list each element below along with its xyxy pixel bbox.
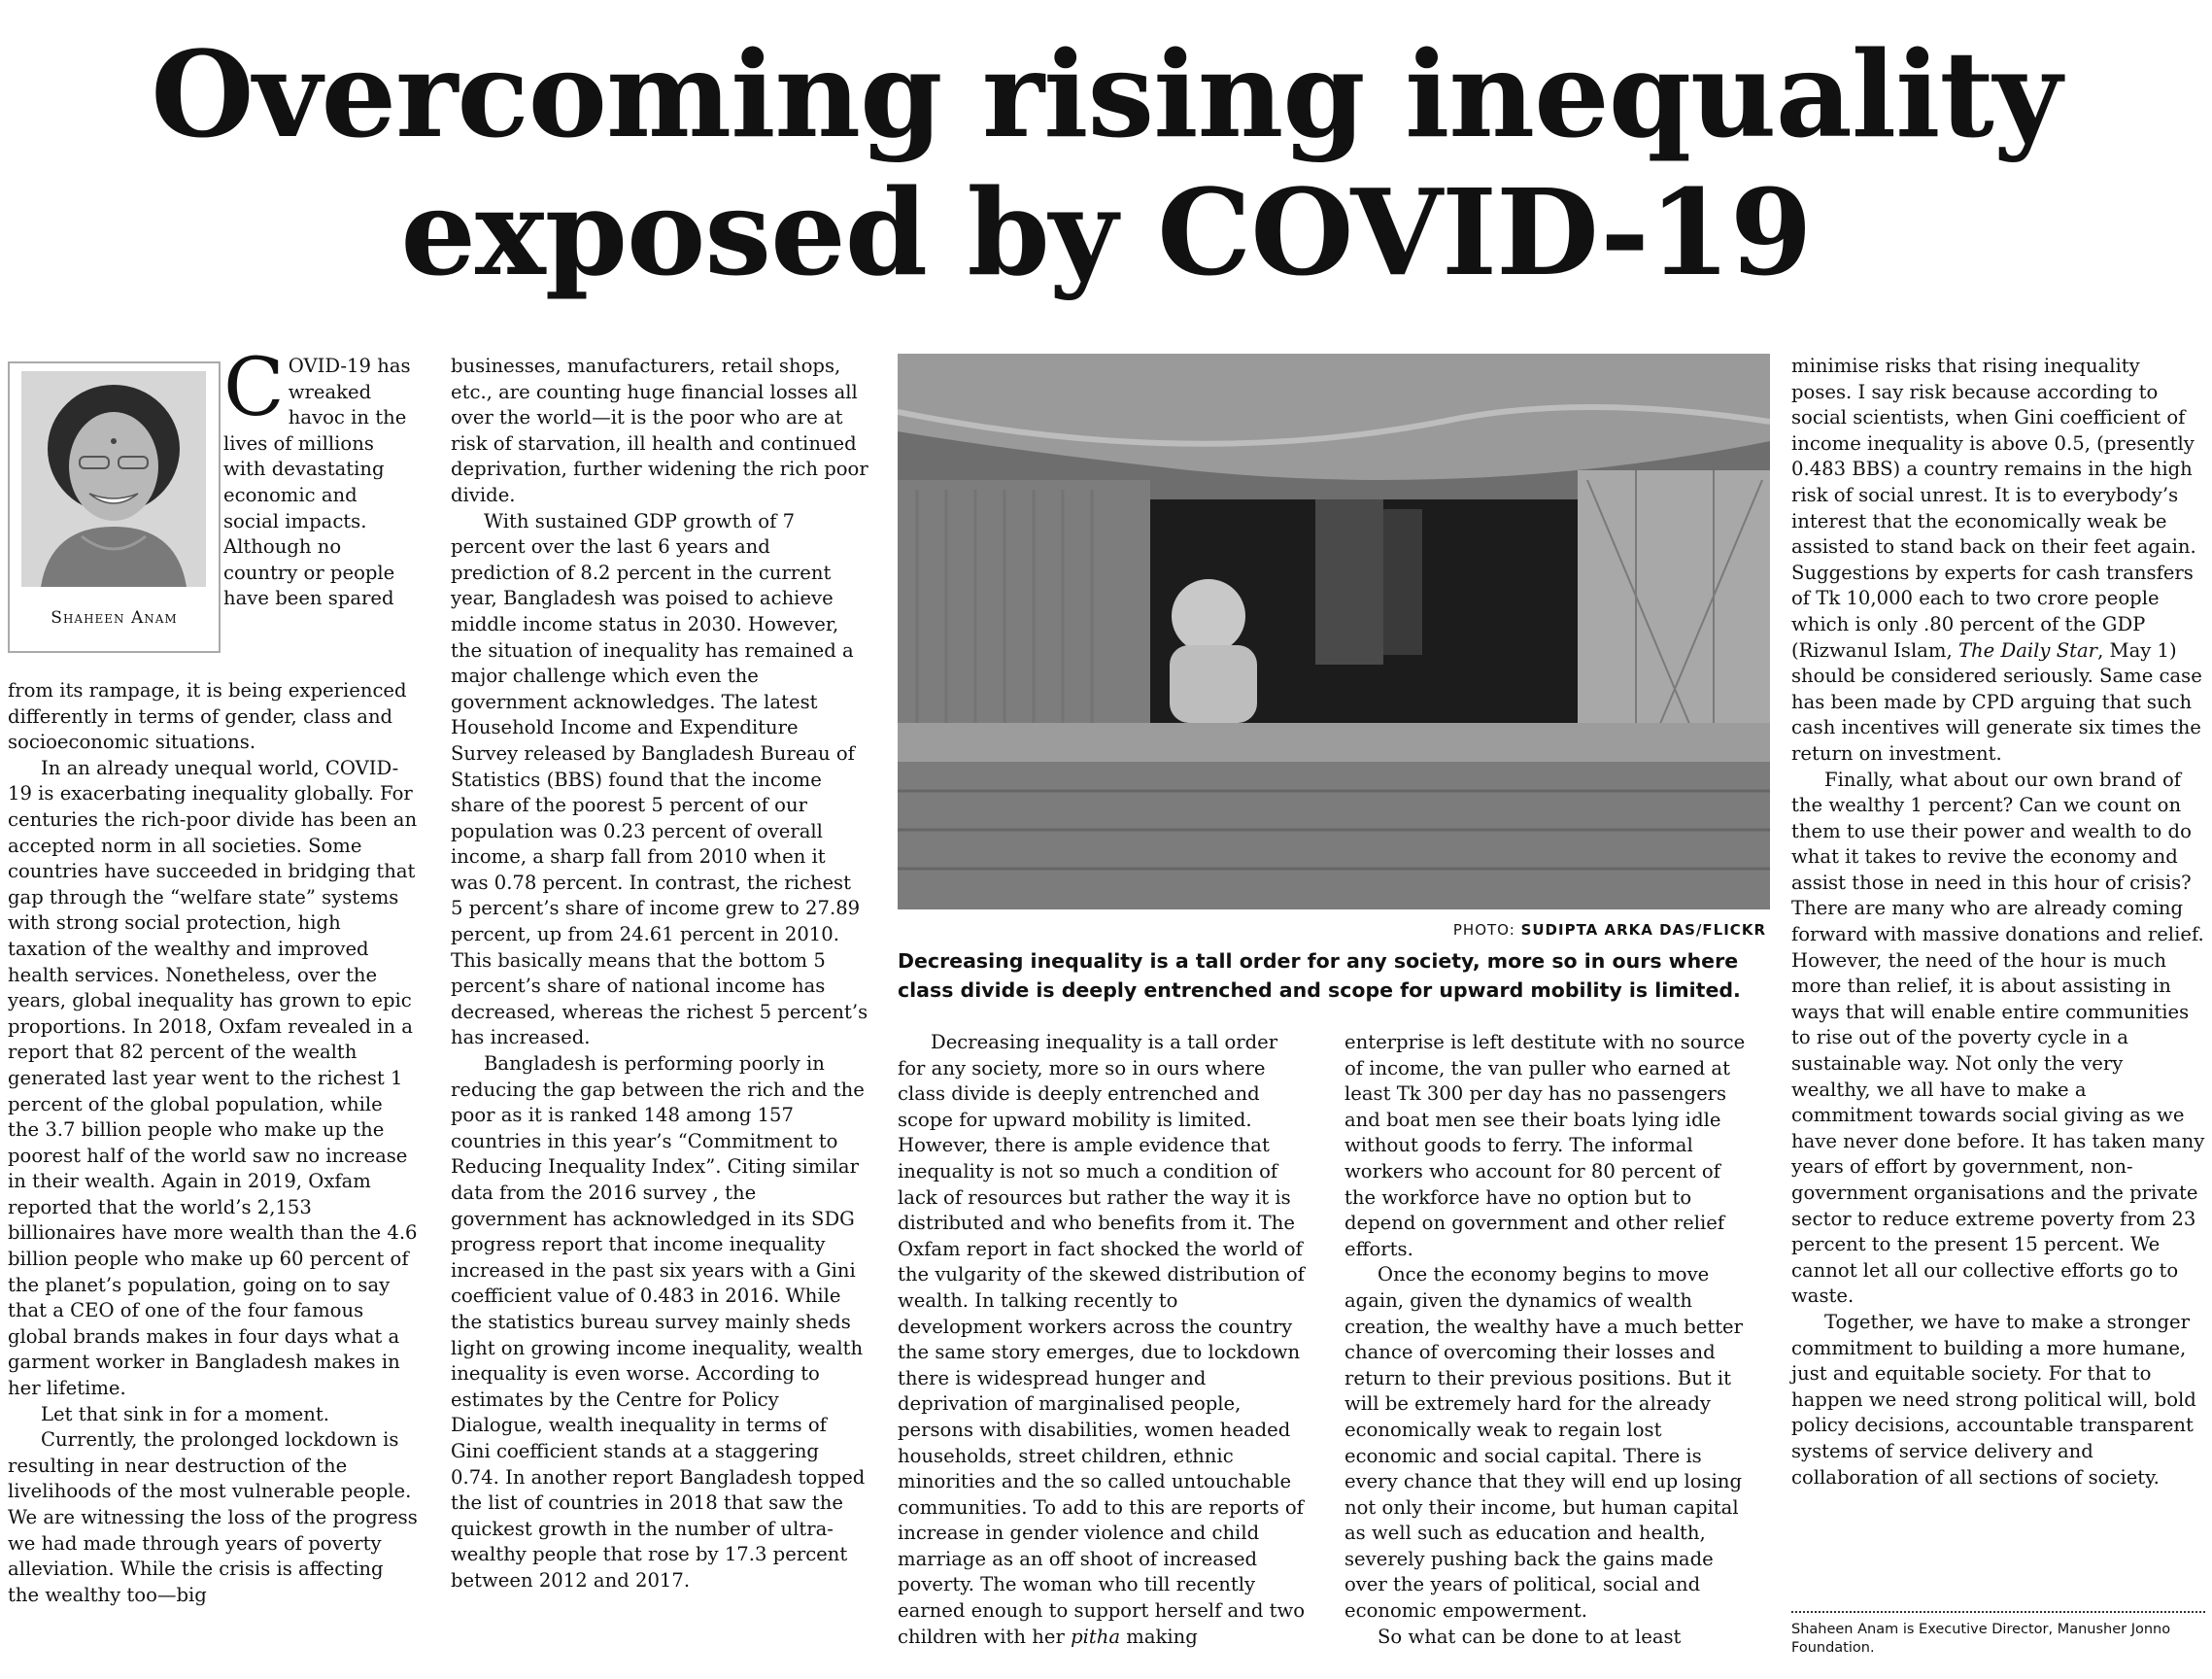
photo-credit: [898, 921, 1766, 939]
paragraph: [898, 1030, 1306, 1650]
headline-line-2: exposed by COVID-19: [400, 162, 1812, 302]
paragraph: With sustained GDP growth of 7 percent over the last 6 years and prediction of 8.2 percent in the current year, Bangladesh was poised to achieve middle income status in 2030. However, the situation of inequality has remained a major challenge which even the government acknowledges. The latest Household Income and Expenditure Survey released by Bangladesh Bureau of Statistics (BBS) found that the income share of the poorest 5 percent of our population was 0.23 percent of overall income, a sharp fall from 2010 when it was 0.78 percent. In contrast, the richest 5 percent’s share of income grew to 27.89 percent, up from 24.61 percent in 2010. This basically means that the bottom 5 percent’s share of national income has decreased, whereas the richest 5 percent’s has increased.: [451, 509, 868, 1049]
bio-divider: [1791, 1611, 2205, 1613]
article-intro: [223, 342, 414, 612]
italic-term: pitha: [1071, 1625, 1121, 1648]
italic-publication: The Daily Star: [1957, 638, 2098, 662]
paragraph: [1791, 354, 2205, 768]
article-column-5: [1791, 354, 2205, 1491]
paragraph: Let that sink in for a moment.: [41, 1402, 329, 1425]
credit-label: PHOTO:: [1452, 921, 1515, 939]
paragraph: Finally, what about our own brand of the wealthy 1 percent? Can we count on them to use their power and wealth to do what it takes to revive the economy and assist those in need in this hour of crisis? There are many who are already coming forward with massive donations and relief. However, the need of the hour is much more than relief, it is about assisting in ways that will enable entire communities to rise out of the poverty cycle in a sustainable way. Not only the very wealthy, we all have to make a commitment towards social giving as we have never done before. It has taken many years of effort by government, non-government organisations and the private sector to reduce extreme poverty from 23 percent to the present 15 percent. We cannot let all our collective efforts go to waste.: [1791, 768, 2205, 1308]
paragraph: Together, we have to make a stronger commitment to building a more humane, just and equitable society. For that to happen we need strong political will, bold policy decisions, accountable transparent systems of service delivery and collaboration of all sections of society.: [1791, 1310, 2196, 1489]
author-bio: Shaheen Anam is Executive Director, Manusher Jonno Foundation.: [1791, 1622, 2171, 1656]
credit-name: SUDIPTA ARKA DAS/FLICKR: [1520, 921, 1766, 939]
paragraph-text: minimise risks that rising inequality poses. I say risk because according to social scientists, when Gini coefficient of income inequality is above 0.5, (presently 0.483 BBS) a country remains in the high risk of social unrest. It is to everybody’s interest that the economically weak be assisted to stand back on their feet again. Suggestions by experts for cash transfers of Tk 10,000 each to two crore people which is only .80 percent of the GDP (Rizwanul Islam,: [1791, 355, 2196, 662]
child-window-photo: [898, 354, 1770, 909]
paragraph: Once the economy begins to move again, given the dynamics of wealth creation, the wealthy have a much better chance of overcoming their losses and return to their previous positions. But it will be extremely hard for the already economically weak to regain lost economic and social capital. There is every chance that they will end up losing not only their income, but human capital as well such as education and health, severely pushing back the gains made over the years of political, social and economic empowerment.: [1344, 1263, 1744, 1623]
author-name: Shaheen Anam: [51, 608, 178, 628]
intro-text: OVID-19 has wreaked havoc in the lives of millions with devastating economic and social impacts. Although no country or people have been spared: [223, 355, 411, 610]
paragraph: enterprise is left destitute with no source of income, the van puller who earned at least Tk 300 per day has no passengers and boat men see their boats lying idle without goods to ferry. The informal workers who account for 80 percent of the workforce have no option but to depend on government and other relief efforts.: [1344, 1031, 1746, 1260]
article-photo: [898, 354, 1770, 909]
article-column-4: [1344, 1030, 1751, 1650]
article-column-2: [451, 354, 868, 1594]
drop-cap: C: [223, 342, 285, 434]
photo-caption: Decreasing inequality is a tall order for any society, more so in ours where class divide is deeply entrenched and scope for upward mobility is limited.: [898, 949, 1741, 1002]
article-column-3: [898, 1030, 1306, 1650]
paragraph: from its rampage, it is being experienced differently in terms of gender, class and socioeconomic situations.: [8, 679, 407, 754]
paragraph-tail: making: [1120, 1625, 1198, 1648]
paragraph: businesses, manufacturers, retail shops, etc., are counting huge financial losses all over the world—it is the poor who are at risk of starvation, ill health and continued deprivation, further widening the rich poor divide.: [451, 355, 868, 506]
paragraph: Bangladesh is performing poorly in reducing the gap between the rich and the poor as it is ranked 148 among 157 countries in this year’s “Commitment to Reducing Inequality Index”. Citing similar data from the 2016 survey , the government has acknowledged in its SDG progress report that income inequality increased in the past six years with a Gini coefficient value of 0.483 in 2016. While the statistics bureau survey mainly sheds light on growing income inequality, wealth inequality is even worse. According to estimates by the Centre for Policy Dialogue, wealth inequality in terms of Gini coefficient stands at a staggering 0.74. In another report Bangladesh topped the list of countries in 2018 that saw the quickest growth in the number of ultra-wealthy people that rose by 17.3 percent between 2012 and 2017.: [451, 1052, 866, 1592]
author-portrait-box: [8, 361, 221, 653]
paragraph-text: Decreasing inequality is a tall order for any society, more so in ours where class divide is deeply entrenched and scope for upward mobility is limited. However, there is ample evidence that inequality is not so much a condition of lack of resources but rather the way it is distributed and who benefits from it. The Oxfam report in fact shocked the world of the vulgarity of the skewed distribution of wealth. In talking recently to development workers across the country the same story emerges, due to lockdown there is widespread hunger and deprivation of marginalised people, persons with disabilities, women headed households, street children, ethnic minorities and the so called untouchable communities. To add to this are reports of increase in gender violence and child marriage as an off shoot of increased poverty. The woman who till recently earned enough to support herself and two children with her: [898, 1031, 1306, 1648]
paragraph: Currently, the prolonged lockdown is resulting in near destruction of the livelihoods of the most vulnerable people. We are witnessing the loss of the progress we had made through years of poverty alleviation. While the crisis is affecting the wealthy too—big: [8, 1428, 418, 1606]
paragraph-tail: , May 1) should be considered seriously. Same case has been made by CPD arguing that such cash incentives will generate six times the return on investment.: [1791, 638, 2202, 765]
author-portrait: [21, 371, 206, 587]
paragraph: In an already unequal world, COVID-19 is exacerbating inequality globally. For centuries the rich-poor divide has been an accepted norm in all societies. Some countries have succeeded in bridging that gap through the “welfare state” systems with strong social protection, high taxation of the wealthy and improved health services. Nonetheless, over the years, global inequality has grown to epic proportions. In 2018, Oxfam revealed in a report that 82 percent of the wealth generated last year went to the richest 1 percent of the global population, while the 3.7 billion people who make up the poorest half of the world saw no increase in their wealth. Again in 2019, Oxfam reported that the world’s 2,153 billionaires have more wealth than the 4.6 billion people who make up 60 percent of the planet’s population, going on to say that a CEO of one of the four famous global brands makes in four days what a garment worker in Bangladesh makes in her lifetime.: [8, 756, 418, 1400]
paragraph: So what can be done to at least: [1378, 1625, 1682, 1648]
headline-line-1: Overcoming rising inequality: [151, 24, 2061, 164]
article-column-1: [8, 678, 418, 1608]
